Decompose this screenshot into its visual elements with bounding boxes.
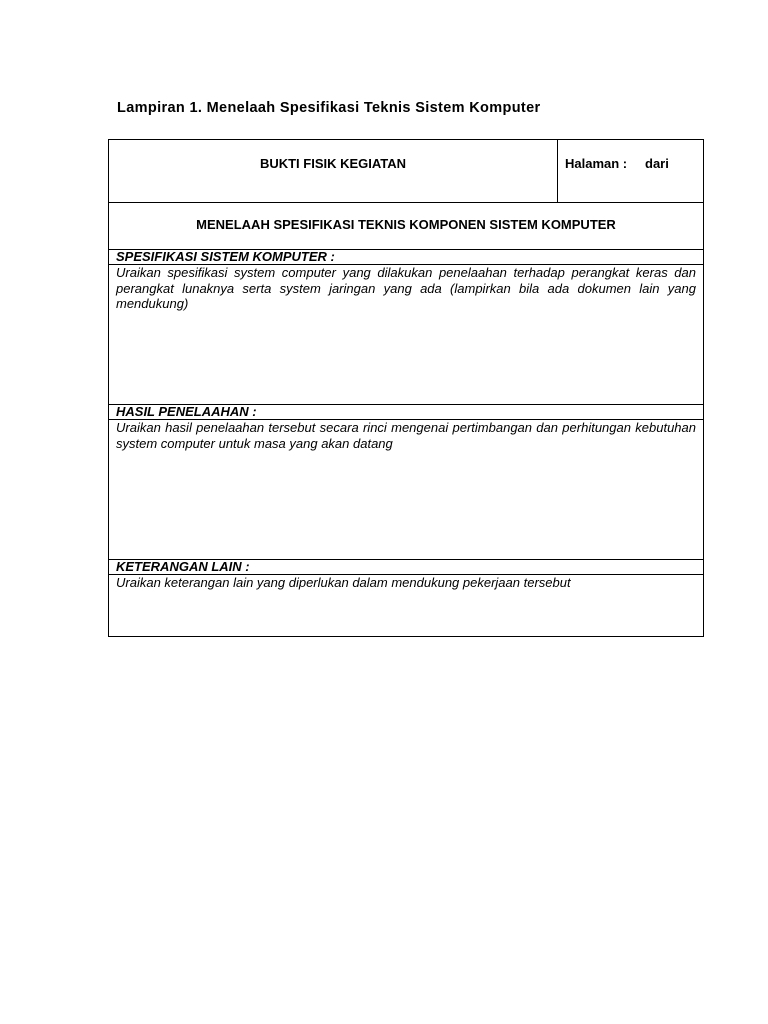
form-header-title: BUKTI FISIK KEGIATAN (259, 156, 407, 171)
page-number-label: Halaman : (565, 156, 628, 171)
header-divider (557, 140, 558, 202)
spesifikasi-label: SPESIFIKASI SISTEM KOMPUTER : (116, 249, 335, 264)
spesifikasi-field[interactable]: Uraikan spesifikasi system computer yang dilakukan penelaahan terhadap perangkat keras dan perangkat lunaknya serta system jaringan yang ada (lampirkan bila ada dokumen lain yang mendukung) (116, 265, 696, 311)
keterangan-lain-field[interactable]: Uraikan keterangan lain yang diperlukan dalam mendukung pekerjaan tersebut (116, 575, 571, 590)
divider-line (109, 202, 703, 203)
hasil-penelaahan-label: HASIL PENELAAHAN : (116, 404, 257, 419)
form-section-title: MENELAAH SPESIFIKASI TEKNIS KOMPONEN SISTEM KOMPUTER (196, 217, 616, 232)
hasil-penelaahan-field[interactable]: Uraikan hasil penelaahan tersebut secara rinci mengenai pertimbangan dan perhitungan kebutuhan system computer untuk masa yang akan datang (116, 420, 696, 451)
keterangan-lain-label: KETERANGAN LAIN : (116, 559, 250, 574)
evidence-form (108, 139, 704, 637)
page-of-label: dari (645, 156, 669, 171)
page-title: Lampiran 1. Menelaah Spesifikasi Teknis Sistem Komputer (117, 100, 541, 116)
